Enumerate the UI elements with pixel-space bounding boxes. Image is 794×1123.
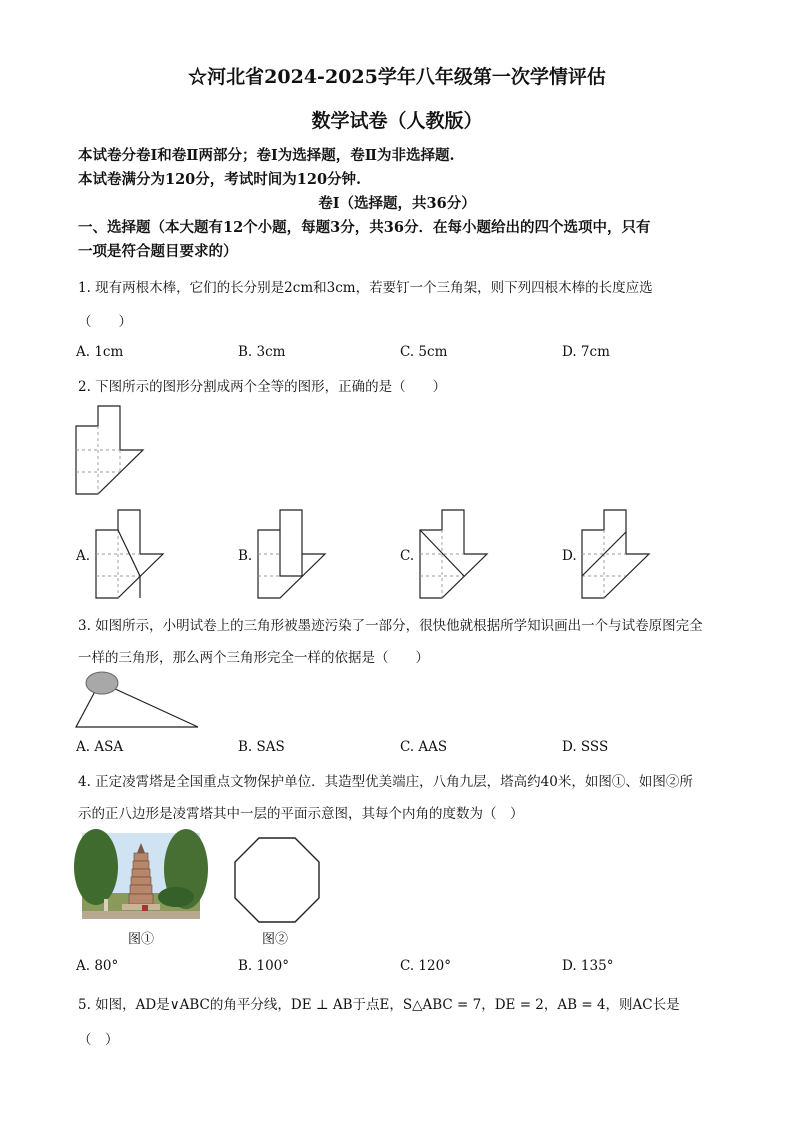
q1-option-b[interactable]: B. 3cm bbox=[238, 344, 286, 360]
section-instructions-2: 一项是符合题目要求的） bbox=[78, 243, 238, 260]
note-2: 本试卷满分为120分，考试时间为120分钟. bbox=[78, 171, 362, 188]
q3-option-a[interactable]: A. ASA bbox=[76, 739, 124, 755]
q4-option-a[interactable]: A. 80° bbox=[76, 958, 119, 974]
q4-option-d[interactable]: D. 135° bbox=[562, 958, 614, 974]
q3-stem-2: 一样的三角形，那么两个三角形完全一样的依据是（ ） bbox=[78, 650, 429, 666]
q2-stem: 2. 下图所示的图形分割成两个全等的图形，正确的是（ ） bbox=[78, 379, 447, 395]
figure-2-caption: 图② bbox=[262, 932, 289, 947]
q2-option-d-figure[interactable] bbox=[582, 510, 652, 600]
figure-1-caption: 图① bbox=[128, 932, 155, 947]
q1-option-a[interactable]: A. 1cm bbox=[76, 344, 124, 360]
q5-blank: （ ） bbox=[78, 1032, 119, 1048]
exam-subtitle: 数学试卷（人教版） bbox=[311, 110, 483, 132]
section-heading: 卷Ⅰ（选择题，共36分） bbox=[318, 195, 476, 212]
section-instructions-1: 一、选择题（本大题有12个小题，每题3分，共36分．在每小题给出的四个选项中，只有 bbox=[78, 219, 651, 236]
q2-option-b-figure[interactable] bbox=[258, 510, 328, 600]
q1-option-c[interactable]: C. 5cm bbox=[400, 344, 448, 360]
q1-option-d[interactable]: D. 7cm bbox=[562, 344, 610, 360]
q5-stem: 5. 如图，AD是∨ABC的角平分线，DE ⊥ AB于点E，S△ABC = 7，DE = 2，AB = 4，则AC长是 bbox=[78, 997, 680, 1013]
q2-option-c[interactable]: C. bbox=[400, 548, 415, 564]
q3-option-b[interactable]: B. SAS bbox=[238, 739, 285, 755]
q2-option-a[interactable]: A. bbox=[76, 548, 91, 564]
q4-option-c[interactable]: C. 120° bbox=[400, 958, 451, 974]
q3-option-c[interactable]: C. AAS bbox=[400, 739, 448, 755]
q2-option-d[interactable]: D. bbox=[562, 548, 577, 564]
note-1: 本试卷分卷Ⅰ和卷Ⅱ两部分；卷Ⅰ为选择题，卷Ⅱ为非选择题. bbox=[78, 147, 455, 164]
octagon-figure bbox=[234, 837, 320, 923]
exam-title: ☆河北省2024-2025学年八年级第一次学情评估 bbox=[188, 66, 606, 88]
q2-main-figure bbox=[76, 406, 146, 496]
pagoda-photo bbox=[82, 833, 200, 919]
q4-stem-2: 示的正八边形是凌霄塔其中一层的平面示意图，其每个内角的度数为（ ） bbox=[78, 806, 524, 822]
q3-option-d[interactable]: D. SSS bbox=[562, 739, 609, 755]
q4-stem-1: 4. 正定凌霄塔是全国重点文物保护单位．其造型优美端庄，八角九层，塔高约40米，如图①、如图②所 bbox=[78, 774, 693, 790]
q4-option-b[interactable]: B. 100° bbox=[238, 958, 290, 974]
q2-option-a-figure[interactable] bbox=[96, 510, 166, 600]
q2-option-b[interactable]: B. bbox=[238, 548, 253, 564]
q3-ink-triangle-figure bbox=[76, 670, 202, 730]
q3-stem-1: 3. 如图所示，小明试卷上的三角形被墨迹污染了一部分，很快他就根据所学知识画出一个与试卷原图完全 bbox=[78, 618, 703, 634]
q2-option-c-figure[interactable] bbox=[420, 510, 490, 600]
q1-stem: 1. 现有两根木棒，它们的长分别是2cm和3cm，若要钉一个三角架，则下列四根木棒的长度应选 bbox=[78, 280, 653, 296]
q1-blank: （ ） bbox=[78, 314, 132, 330]
